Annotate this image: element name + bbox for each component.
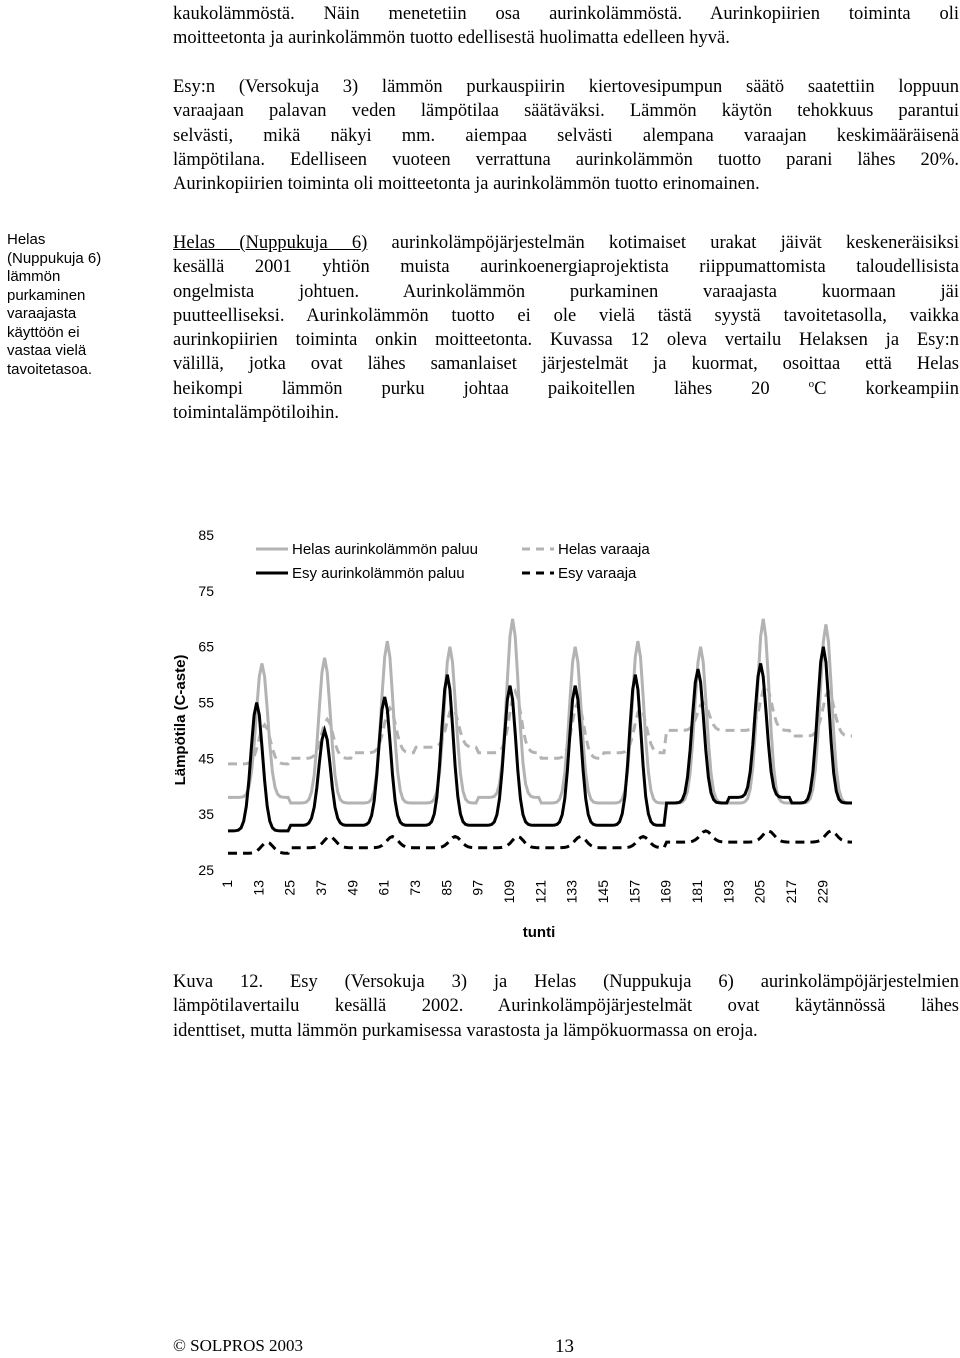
caption-line: lämpötilavertailu kesällä 2002. Aurinkolämpöjärjestelmät ovat käytännössä lähes: [173, 996, 959, 1017]
x-tick-label: 13: [250, 880, 267, 896]
text-line: puutteelliseksi. Aurinkolämmön tuotto ei ole vielä tästä syystä tavoitetasolla, vaikka: [173, 305, 959, 326]
x-tick-label: 73: [406, 880, 423, 896]
text-fragment: aurinkolämpöjärjestelmän kotimaiset urakat jäivät keskeneräisiksi: [367, 233, 959, 253]
caption-line: identtiset, mutta lämmön purkamisessa varastosta ja lämpökuormassa on eroja.: [173, 1020, 758, 1041]
chart-svg: [150, 520, 870, 960]
x-tick-label: 37: [312, 880, 329, 896]
x-tick-label: 61: [375, 880, 392, 896]
margin-note-line: Helas: [7, 231, 46, 248]
margin-note-line: (Nuppukuja 6): [7, 249, 102, 267]
temperature-chart: [150, 520, 870, 960]
degree-sup: o: [808, 377, 815, 390]
x-tick-label: 49: [344, 880, 361, 896]
margin-note-line: varaajasta: [7, 305, 77, 322]
text-line: moitteetonta ja aurinkolämmön tuotto edellisestä huolimatta edelleen hyvä.: [173, 28, 730, 49]
y-tick-label: 65: [198, 638, 214, 655]
caption-line: Kuva 12. Esy (Versokuja 3) ja Helas (Nuppukuja 6) aurinkolämpöjärjestelmien: [173, 972, 959, 992]
x-tick-label: 205: [751, 880, 768, 904]
margin-note-line: purkaminen: [7, 286, 86, 304]
y-tick-label: 85: [198, 527, 214, 543]
text-line: ongelmista johtuen. Aurinkolämmön purkaminen varaajasta kuormaan jäi: [173, 281, 959, 302]
x-tick-label: 229: [814, 880, 831, 904]
figure-caption: [173, 970, 959, 1043]
y-axis-label: Lämpötila (C-aste): [172, 654, 189, 786]
text-line: toimintalämpötiloihin.: [173, 403, 339, 424]
series-line-4: [228, 831, 852, 853]
y-tick-label: 75: [198, 582, 214, 599]
legend-label: Esy aurinkolämmön paluu: [292, 565, 465, 582]
margin-note-line: käyttöön ei: [7, 323, 80, 341]
text-line: Aurinkopiirien toiminta oli moitteetonta ja aurinkolämmön tuotto erinomainen.: [173, 174, 760, 195]
y-tick-label: 35: [198, 806, 214, 823]
x-tick-label: 85: [438, 880, 455, 896]
y-tick-label: 45: [198, 750, 214, 767]
text-line: varaajaan palavan veden lämpötilaa säätäväksi. Lämmön käytön tehokkuus parantui: [173, 101, 959, 122]
text-line: selvästi, mikä näkyi mm. aiempaa selvästi alempana varaajan keskimääräisenä: [173, 125, 959, 146]
series-group: [228, 619, 852, 853]
text-fragment: C korkeampiin: [814, 378, 959, 399]
legend-label: Helas varaaja: [558, 541, 650, 558]
text-line: aurinkopiirien toiminta onkin moitteetonta. Kuvassa 12 oleva vertailu Helaksen ja Esy:n: [173, 330, 959, 351]
x-tick-label: 181: [688, 880, 705, 904]
paragraph-helas: [173, 231, 959, 425]
y-tick-label: 25: [198, 862, 214, 878]
text-line: [173, 377, 959, 401]
text-line: välillä, jotka ovat lähes samanlaiset järjestelmät ja kuormat, osoittaa että Helas: [173, 354, 959, 375]
x-tick-label: 133: [563, 880, 580, 904]
x-tick-label: 217: [782, 880, 799, 904]
paragraph-esy: [173, 75, 959, 196]
helas-underlined: Helas (Nuppukuja 6): [173, 233, 368, 253]
margin-note-line: lämmön: [7, 268, 61, 285]
page-number: 13: [555, 1336, 574, 1357]
x-tick-label: 145: [594, 880, 611, 904]
y-tick-label: 55: [198, 694, 214, 711]
text-line: kaukolämmöstä. Näin menetetiin osa aurinkolämmöstä. Aurinkopiirien toiminta oli: [173, 4, 959, 24]
paragraph-intro: [173, 2, 959, 51]
legend-label: Helas aurinkolämmön paluu: [292, 541, 478, 558]
margin-note: [7, 231, 143, 379]
footer-copyright: © SOLPROS 2003: [173, 1336, 304, 1355]
x-tick-label: 25: [281, 880, 298, 896]
x-tick-label: 193: [720, 880, 737, 904]
y-axis-label-group: [172, 655, 189, 786]
text-line: [173, 231, 959, 255]
margin-note-line: vastaa vielä: [7, 342, 87, 359]
x-tick-label: 97: [469, 880, 486, 896]
x-tick-label: 1: [219, 880, 235, 888]
text-fragment: heikompi lämmön purku johtaa paikoitellen lähes 20: [173, 378, 809, 399]
x-tick-label: 121: [532, 880, 549, 904]
x-ticks: [219, 880, 830, 904]
legend-label: Esy varaaja: [558, 565, 637, 582]
text-line: lämpötilana. Edelliseen vuoteen verrattuna aurinkolämmön tuotto parani lähes 20%.: [173, 149, 959, 170]
x-axis-label: tunti: [522, 924, 556, 941]
x-tick-label: 157: [626, 880, 643, 904]
legend: [256, 541, 650, 582]
text-line: Esy:n (Versokuja 3) lämmön purkauspiirin kiertovesipumpun säätö saatettiin loppuun: [173, 77, 959, 97]
margin-note-line: tavoitetasoa.: [7, 360, 93, 378]
x-tick-label: 109: [500, 880, 517, 904]
text-line: kesällä 2001 yhtiön muista aurinkoenergiaprojektista riippumattomista taloudellisista: [173, 257, 959, 278]
y-ticks: [198, 527, 214, 878]
x-tick-label: 169: [657, 880, 674, 904]
